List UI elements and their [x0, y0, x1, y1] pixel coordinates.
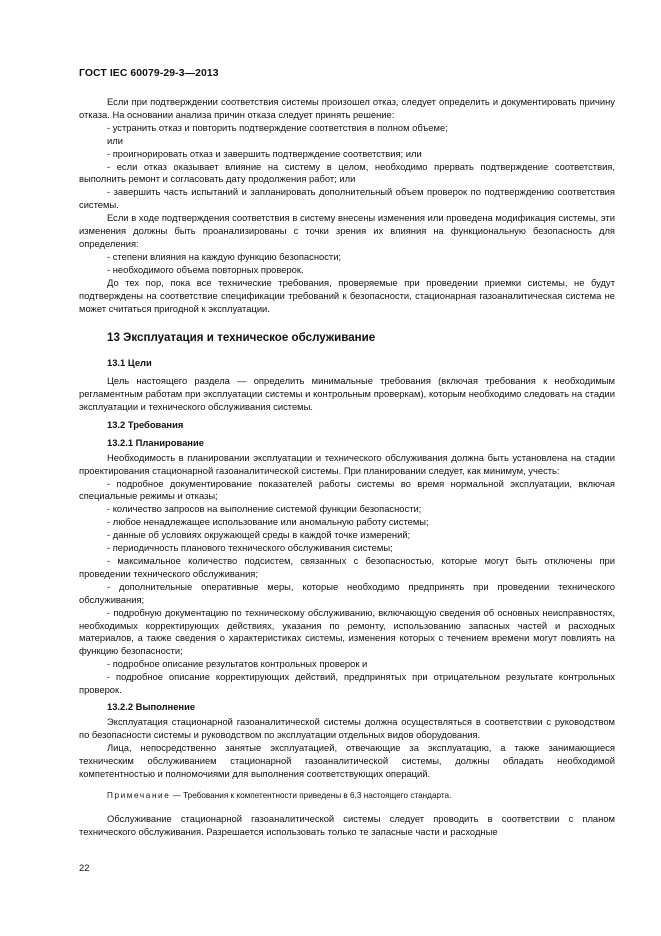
- list-item: - дополнительные оперативные меры, которые необходимо предпринять при проведении технического обслуживания;: [79, 580, 615, 605]
- page-content: [79, 96, 615, 839]
- note-text: — Требования к компетентности приведены в 6.3 настоящего стандарта.: [170, 791, 452, 801]
- page-number: 22: [79, 862, 90, 873]
- paragraph: Если в ходе подтверждения соответствия в систему внесены изменения или проведена модификация системы, эти изменения должны быть проанализированы с точки зрения их влияния на функциональную безопасность для определения:: [79, 212, 615, 249]
- note: [79, 790, 615, 803]
- paragraph: Лица, непосредственно занятые эксплуатацией, отвечающие за эксплуатацию, а также занимающиеся техническим обслуживанием стационарной газоаналитической системы, должны обладать необходимой компетентностью и полномочиями для выполнения соответствующих операций.: [79, 741, 615, 779]
- list-item: - количество запросов на выполнение системой функции безопасности;: [107, 503, 422, 515]
- paragraph: Эксплуатация стационарной газоаналитической системы должна осуществляться в соответствии с руководством по безопасности системы и руководством по эксплуатации отдельных видов оборудования.: [79, 715, 615, 740]
- note-label: Примечание: [107, 791, 171, 801]
- list-item: - подробное описание корректирующих действий, предпринятых при отрицательном результате контрольных проверок.: [79, 671, 615, 696]
- list-item: - проигнорировать отказ и завершить подтверждение соответствия; или: [107, 147, 422, 159]
- paragraph: Если при подтверждении соответствия системы произошел отказ, следует определить и документировать причину отказа. На основании анализа причин отказа следует принять решение:: [79, 96, 615, 120]
- subsection-heading: 13.2 Требования: [107, 418, 184, 430]
- subsubsection-heading: 13.2.1 Планирование: [107, 436, 204, 448]
- document-header: ГОСТ IEC 60079-29-3—2013: [79, 68, 219, 79]
- list-item: - любое ненадлежащее использование или аномальную работу системы;: [107, 516, 429, 528]
- list-item: - степени влияния на каждую функцию безопасности;: [107, 250, 342, 262]
- list-item: - устранить отказ и повторить подтверждение соответствия в полном объеме;: [107, 121, 448, 133]
- list-item: - подробное документирование показателей работы системы во время нормальной эксплуатации, включая специальные режимы и отказы;: [79, 477, 615, 502]
- list-item: - завершить часть испытаний и запланировать дополнительный объем проверок по подтверждению соответствия системы.: [79, 186, 615, 211]
- list-item: - данные об условиях окружающей среды в каждой точке измерений;: [107, 529, 411, 541]
- list-item: - подробную документацию по техническому обслуживанию, включающую сведения об основных неисправностях, необходимых корректирующих действиях, указания по ремонту, использованию запасных частей и расходных материалов, а также сведения о характеристиках системы, изменения которых с течением времени могут повлиять на функцию безопасности;: [79, 606, 615, 657]
- paragraph-or: или: [107, 134, 123, 146]
- list-item: - необходимого объема повторных проверок.: [107, 263, 304, 275]
- list-item: - максимальное количество подсистем, связанных с безопасностью, которые могут быть отключены при проведении технического обслуживания;: [79, 555, 615, 579]
- list-item: - периодичность планового технического обслуживания системы;: [107, 542, 393, 554]
- list-item: - подробное описание результатов контрольных проверок и: [107, 658, 368, 670]
- subsubsection-heading: 13.2.2 Выполнение: [107, 700, 196, 712]
- paragraph: Обслуживание стационарной газоаналитической системы следует проводить в соответствии с планом технического обслуживания. Разрешается использовать только те запасные части и расходные: [79, 813, 615, 838]
- list-item: - если отказ оказывает влияние на систему в целом, необходимо прервать подтверждение соответствия, выполнить ремонт и согласовать дату продолжения работ; или: [79, 160, 615, 185]
- paragraph: Необходимость в планировании эксплуатации и технического обслуживания должна быть установлена на стадии проектирования стационарной газоаналитической системы. При планировании следует, как минимум, учесть:: [79, 451, 615, 476]
- paragraph: До тех пор, пока все технические требования, проверяемые при проведении приемки системы, не будут подтверждены на соответствие спецификации требований к безопасности, стационарная газоаналитическая система не может считаться пригодной к эксплуатации.: [79, 276, 615, 314]
- paragraph: Цель настоящего раздела — определить минимальные требования (включая требования к необходимым регламентным работам при эксплуатации системы и контрольным проверкам), которым необходимо следовать на стадии эксплуатации и технического обслуживания системы.: [79, 375, 615, 413]
- subsection-heading: 13.1 Цели: [107, 357, 152, 369]
- section-heading: 13 Эксплуатация и техническое обслуживание: [107, 331, 376, 345]
